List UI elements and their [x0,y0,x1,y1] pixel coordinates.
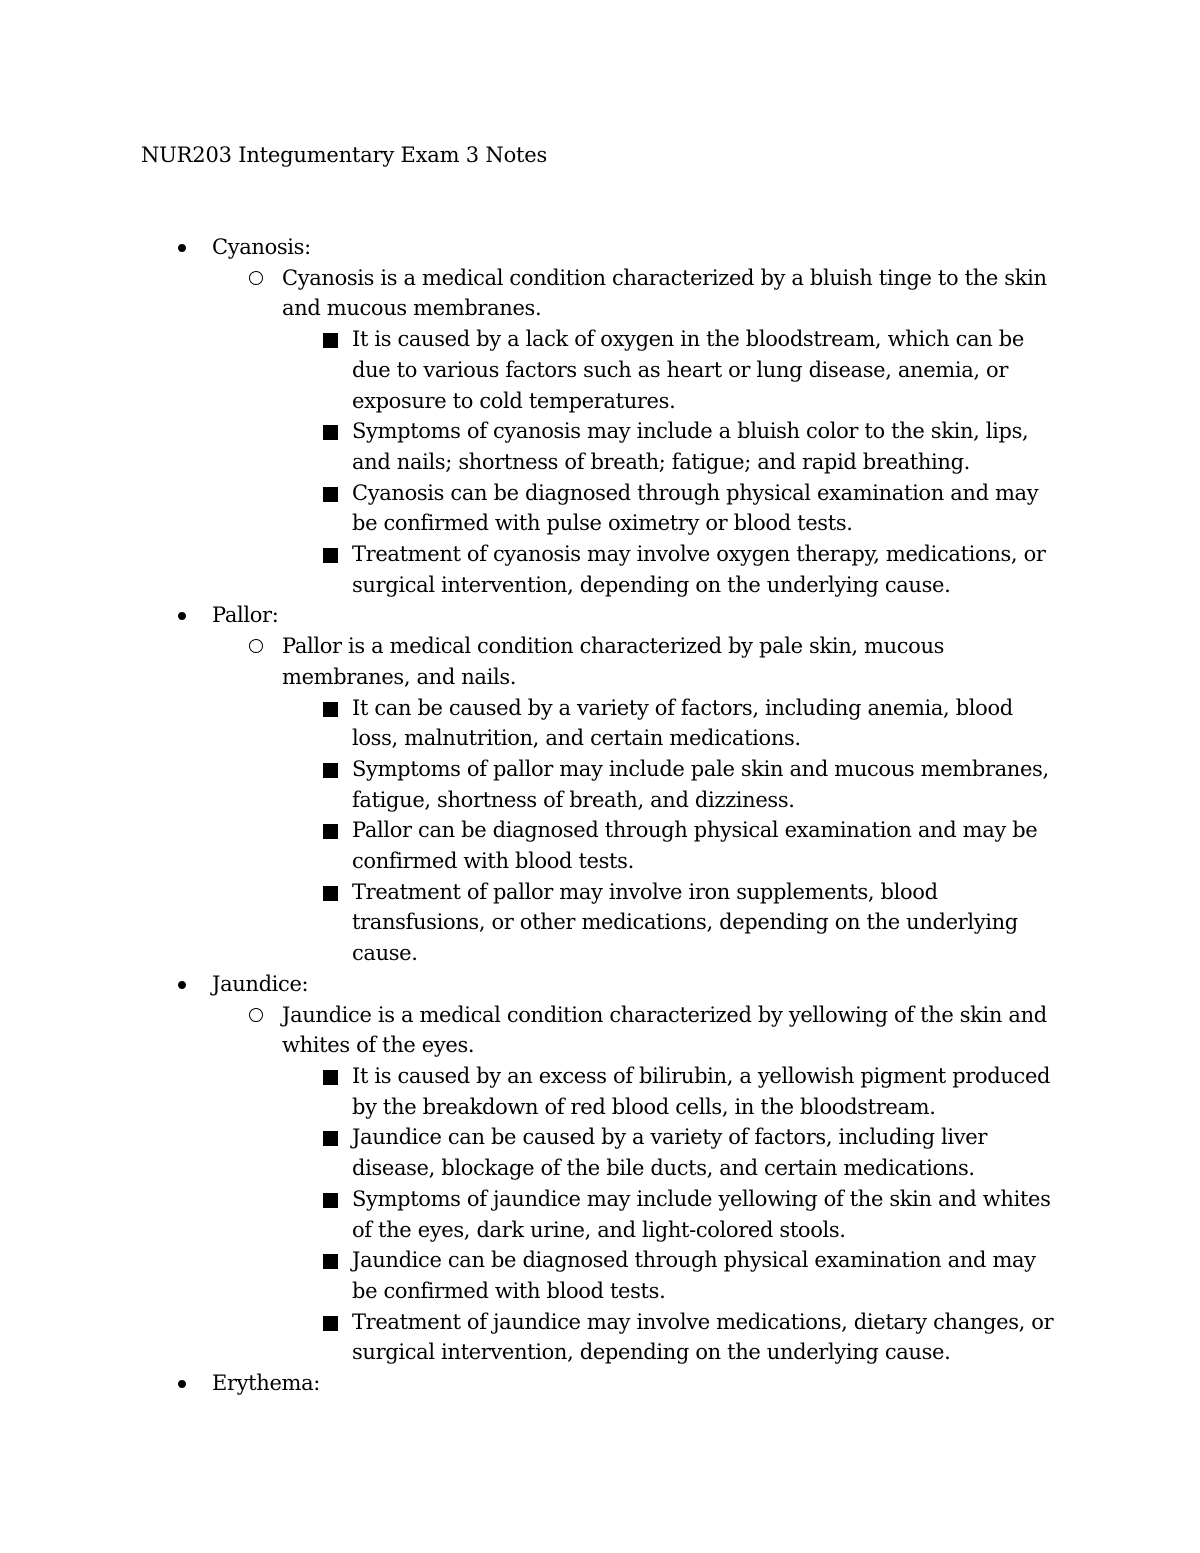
square-bullet-icon [323,1131,338,1146]
square-bullet-icon [323,333,338,348]
detail-text: Treatment of cyanosis may involve oxygen therapy, medications, or surgical intervention, depending on the underlying cause. [352,542,1046,597]
section-summary-cyanosis [0,263,1057,324]
section-summary-pallor [0,631,1057,692]
square-bullet-icon [323,824,338,839]
square-bullet-icon [323,1193,338,1208]
detail-point [0,1184,1057,1245]
section-heading-jaundice [0,969,1200,1000]
detail-point [0,877,1057,969]
circle-bullet-icon [249,271,263,285]
section-heading-erythema [0,1368,1200,1399]
detail-text: Symptoms of pallor may include pale skin and mucous membranes, fatigue, shortness of breath, and dizziness. [352,756,1049,812]
summary-text: Cyanosis is a medical condition characterized by a bluish tinge to the skin and mucous membranes. [282,265,1047,321]
detail-text: It can be caused by a variety of factors, including anemia, blood loss, malnutrition, and certain medications. [352,695,1013,751]
detail-text: Treatment of pallor may involve iron supplements, blood transfusions, or other medications, depending on the underlying cause. [352,879,1018,966]
detail-text: It is caused by a lack of oxygen in the bloodstream, which can be due to various factors such as heart or lung disease, anemia, or exposure to cold temperatures. [352,327,1024,413]
square-bullet-icon [323,425,338,440]
detail-text: Treatment of jaundice may involve medications, dietary changes, or surgical intervention, depending on the underlying cause. [352,1309,1054,1365]
summary-text: Pallor is a medical condition characterized by pale skin, mucous membranes, and nails. [282,634,945,689]
section-heading-text: Pallor: [212,603,279,628]
detail-text: It is caused by an excess of bilirubin, a yellowish pigment produced by the breakdown of red blood cells, in the bloodstream. [352,1063,1051,1119]
disc-bullet-icon [178,244,186,252]
circle-bullet-icon [249,1008,263,1022]
circle-bullet-icon [249,639,263,653]
detail-point [0,1307,1057,1368]
detail-text: Jaundice can be caused by a variety of factors, including liver disease, blockage of the bile ducts, and certain medications. [352,1125,988,1181]
detail-text: Symptoms of cyanosis may include a bluish color to the skin, lips, and nails; shortness of breath; fatigue; and rapid breathing. [352,419,1029,474]
detail-text: Jaundice can be diagnosed through physical examination and may be confirmed with blood tests. [352,1248,1036,1303]
detail-text: Cyanosis can be diagnosed through physical examination and may be confirmed with pulse oximetry or blood tests. [352,480,1039,536]
document-title: NUR203 Integumentary Exam 3 Notes [141,143,548,167]
detail-point [0,693,1057,754]
square-bullet-icon [323,548,338,563]
detail-point [0,1245,1057,1306]
square-bullet-icon [323,763,338,778]
detail-text: Symptoms of jaundice may include yellowing of the skin and whites of the eyes, dark urine, and light-colored stools. [352,1186,1051,1242]
square-bullet-icon [323,1316,338,1331]
disc-bullet-icon [178,612,186,620]
section-heading-cyanosis [0,232,1200,263]
disc-bullet-icon [178,981,186,989]
disc-bullet-icon [178,1380,186,1388]
detail-point [0,815,1057,876]
square-bullet-icon [323,886,338,901]
square-bullet-icon [323,487,338,502]
section-heading-text: Erythema: [212,1371,320,1396]
section-heading-text: Cyanosis: [212,235,311,259]
detail-point [0,324,1057,416]
notes-list [0,232,1200,1399]
square-bullet-icon [323,1070,338,1085]
detail-point [0,1122,1057,1183]
detail-point [0,539,1057,600]
detail-point [0,416,1057,477]
summary-text: Jaundice is a medical condition characterized by yellowing of the skin and whites of the eyes. [282,1002,1047,1058]
detail-point [0,478,1057,539]
section-heading-pallor [0,600,1200,631]
detail-text: Pallor can be diagnosed through physical examination and may be confirmed with blood tests. [352,818,1038,874]
detail-point [0,1061,1057,1122]
square-bullet-icon [323,702,338,717]
section-summary-jaundice [0,1000,1057,1061]
square-bullet-icon [323,1254,338,1269]
detail-point [0,754,1057,815]
section-heading-text: Jaundice: [212,971,309,996]
